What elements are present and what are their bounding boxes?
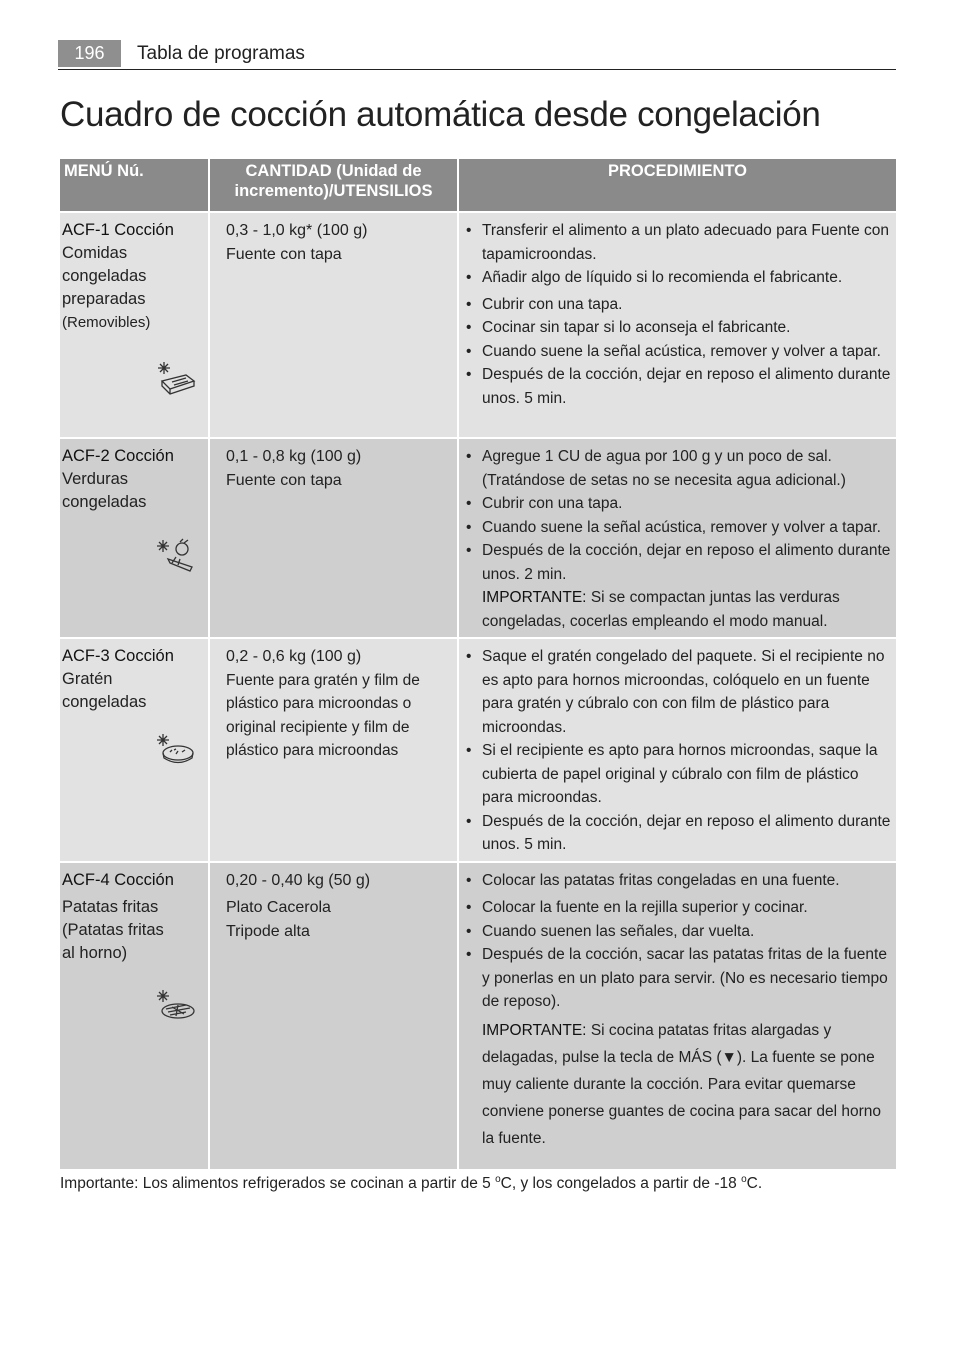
column-header-quantity: CANTIDAD (Unidad de incremento)/UTENSILIOS [209, 158, 458, 212]
footnote-text: C, y los congelados a partir de -18 [500, 1175, 742, 1193]
procedure-step: • Colocar las patatas fritas congeladas en una fuente. [465, 869, 892, 893]
page-title: Cuadro de cocción automática desde congelación [60, 95, 821, 134]
menu-cell [59, 212, 209, 438]
procedure-step: • Si el recipiente es apto para hornos microondas, saque la cubierta de papel original y cúbralo con film de plástico para microondas. [465, 739, 892, 810]
frozen-gratin-icon [156, 731, 196, 767]
quantity-cell [209, 438, 458, 638]
procedure-step: • Después de la cocción, sacar las patatas fritas de la fuente y ponerlas en un plato para servir. (No es necesario tiempo de reposo). [465, 943, 892, 1014]
procedure-step: • Saque el gratén congelado del paquete. Si el recipiente no es apto para hornos microondas, colóquelo en un fuente para gratén y cúbralo con con film de plástico para microondas. [465, 645, 892, 739]
procedure-step: • Después de la cocción, dejar en reposo el alimento durante unos. 5 min. [465, 363, 892, 410]
important-label: IMPORTANTE: [482, 589, 587, 606]
procedure-step: • Agregue 1 CU de agua por 100 g y un poco de sal. (Tratándose de setas no se necesita agua adicional.) [465, 445, 892, 492]
menu-cell [59, 638, 209, 862]
column-header-menu: MENÚ Nú. [59, 158, 209, 212]
food-type: Verduras congeladas [62, 470, 147, 511]
program-code: ACF-1 Cocción [62, 221, 174, 239]
footnote-label: Importante: [60, 1175, 139, 1193]
table-row [59, 862, 897, 1170]
column-header-procedure: PROCEDIMIENTO [458, 158, 897, 212]
degree-symbol: o [495, 1174, 501, 1185]
table-row [59, 212, 897, 438]
procedure-step: • Transferir el alimento a un plato adecuado para Fuente con tapamicroondas. [465, 219, 892, 266]
quantity-range: 0,2 - 0,6 kg (100 g) [226, 648, 362, 665]
table-header-row [59, 158, 897, 212]
food-note: (Removibles) [62, 314, 151, 331]
procedure-step: • Añadir algo de líquido si lo recomienda el fabricante. [465, 266, 892, 290]
quantity-cell [209, 212, 458, 438]
procedure-list [465, 445, 892, 586]
footnote [60, 1168, 762, 1196]
procedure-step: • Cocinar sin tapar si lo aconseja el fabricante. [465, 316, 892, 340]
procedure-cell [458, 212, 897, 438]
footnote-text: Los alimentos refrigerados se cocinan a partir de 5 [142, 1175, 496, 1193]
cooking-table [58, 157, 898, 1171]
procedure-step: • Colocar la fuente en la rejilla superior y cocinar. [465, 896, 892, 920]
food-type: Gratén congeladas [62, 670, 147, 711]
utensils: Fuente con tapa [226, 245, 342, 263]
important-text: Si se compactan juntas las verduras congeladas, cocerlas empleando el modo manual. [482, 589, 840, 630]
frozen-fries-icon [156, 987, 196, 1023]
procedure-step: • Después de la cocción, dejar en reposo el alimento durante unos. 5 min. [465, 810, 892, 857]
page-number: 196 [58, 40, 121, 67]
important-text: Si cocina patatas fritas alargadas y delagadas, pulse la tecla de MÁS (▼). La fuente se pone muy caliente durante la cocción. Para evitar quemarse conviene ponerse guantes de cocina para sacar del horno la fuente. [482, 1021, 881, 1147]
program-code: ACF-3 Cocción [62, 647, 174, 665]
table-row [59, 438, 897, 638]
table-row [59, 638, 897, 862]
frozen-vegetables-icon [156, 537, 196, 573]
procedure-step: • Después de la cocción, dejar en reposo el alimento durante unos. 2 min. [465, 539, 892, 586]
program-code: ACF-2 Cocción [62, 447, 174, 465]
procedure-step: • Cubrir con una tapa. [465, 492, 892, 516]
important-note [465, 1017, 892, 1152]
menu-cell [59, 862, 209, 1170]
quantity-range: 0,20 - 0,40 kg (50 g) [226, 871, 371, 889]
important-label: IMPORTANTE: [482, 1021, 587, 1039]
procedure-step: • Cuando suenen las señales, dar vuelta. [465, 920, 892, 944]
quantity-range: 0,3 - 1,0 kg* (100 g) [226, 222, 368, 239]
quantity-cell [209, 862, 458, 1170]
utensils: Plato Cacerola [226, 899, 331, 916]
procedure-list [465, 869, 892, 1014]
header-divider [58, 69, 896, 70]
procedure-cell [458, 862, 897, 1170]
food-type: Comidas congeladas preparadas [62, 244, 147, 308]
quantity-cell [209, 638, 458, 862]
menu-cell [59, 438, 209, 638]
procedure-step: • Cuando suene la señal acústica, remover y volver a tapar. [465, 340, 892, 364]
program-code: ACF-4 Cocción [62, 870, 174, 889]
procedure-cell [458, 638, 897, 862]
procedure-list [465, 645, 892, 857]
frozen-meal-tray-icon [156, 359, 196, 395]
procedure-step: • Cuando suene la señal acústica, remover y volver a tapar. [465, 516, 892, 540]
procedure-step: • Cubrir con una tapa. [465, 293, 892, 317]
procedure-cell [458, 438, 897, 638]
utensils-extra: Tripode alta [226, 922, 310, 940]
utensils: Fuente para gratén y film de plástico para microondas o original recipiente y film de plástico para microondas [226, 671, 420, 759]
degree-symbol: o [741, 1174, 747, 1185]
procedure-list [465, 219, 892, 410]
section-title: Tabla de programas [137, 43, 305, 64]
quantity-range: 0,1 - 0,8 kg (100 g) [226, 448, 362, 465]
utensils: Fuente con tapa [226, 471, 342, 489]
important-note [465, 586, 892, 633]
food-type: Patatas fritas (Patatas fritas al horno) [62, 897, 164, 962]
footnote-text: C. [746, 1175, 763, 1193]
